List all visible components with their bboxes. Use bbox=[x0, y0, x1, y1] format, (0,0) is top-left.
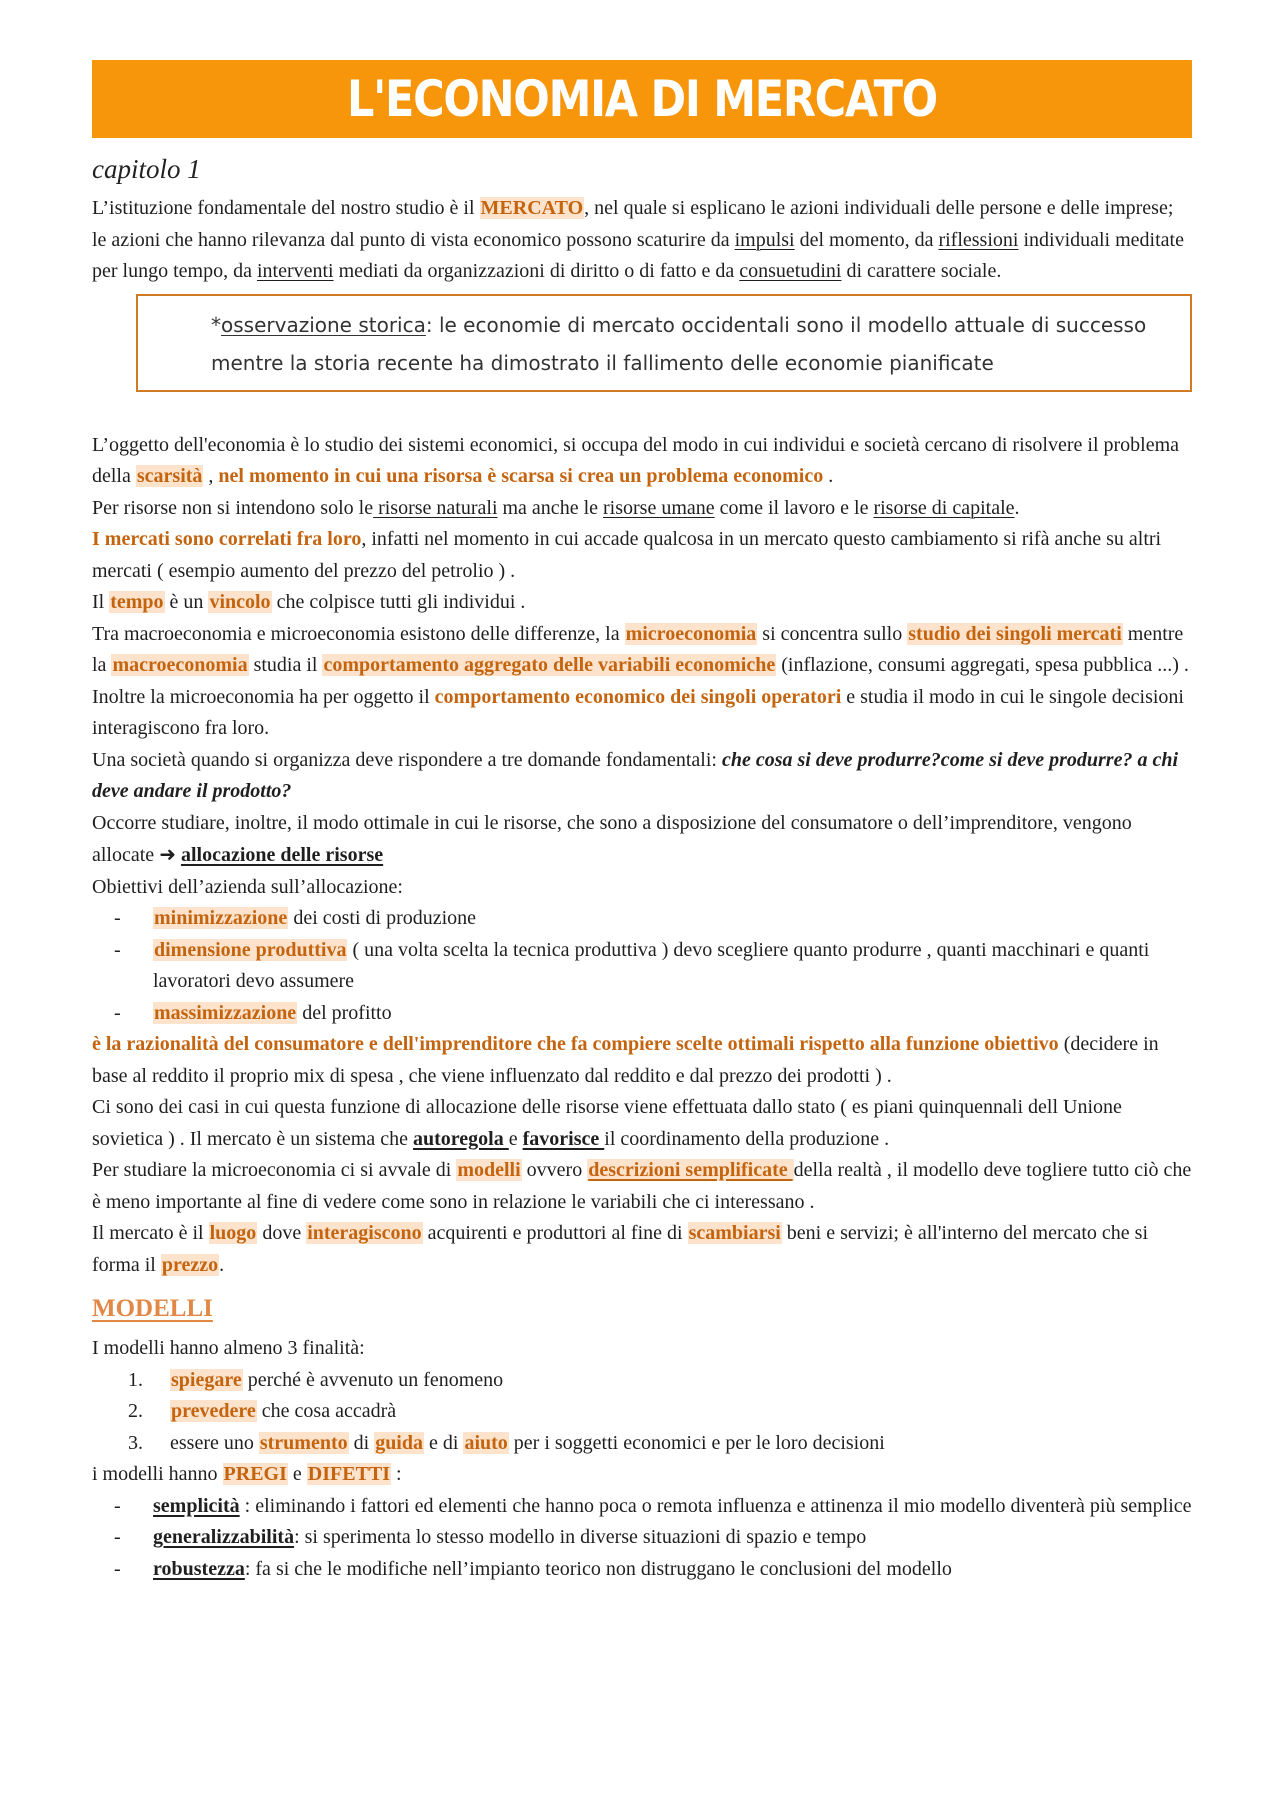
paragraph-pregi-difetti: i modelli hanno PREGI e DIFETTI : bbox=[92, 1463, 402, 1485]
list-item: 2. prevedere che cosa accadrà bbox=[128, 1400, 397, 1422]
models-intro: I modelli hanno almeno 3 finalità: bbox=[92, 1337, 365, 1359]
qualities-list bbox=[92, 1491, 1192, 1586]
highlight-scarsita: scarsità bbox=[136, 465, 203, 487]
paragraph-market-place: Il mercato è il luogo dove interagiscono acquirenti e produttori al fine di scambiarsi beni e servizi; è all'interno del mercato che si forma il prezzo. bbox=[92, 1222, 1149, 1276]
paragraph-time: Il tempo è un vincolo che colpisce tutti gli individui . bbox=[92, 591, 526, 613]
list-item: - robustezza: fa si che le modifiche nell’impianto teorico non distruggano le conclusioni del modello bbox=[92, 1554, 1192, 1586]
list-item: - minimizzazione dei costi di produzione bbox=[92, 903, 1192, 935]
purposes-list bbox=[92, 1365, 1192, 1460]
section-title-modelli: MODELLI bbox=[92, 1295, 213, 1322]
document-page bbox=[92, 60, 1192, 1585]
historical-note-label: osservazione storica bbox=[221, 312, 426, 337]
paragraph-state: Ci sono dei casi in cui questa funzione di allocazione delle risorse viene effettuata dallo stato ( es piani quinquennali dell Unione sovietica ) . Il mercato è un sistema che autoregola e favorisce il coordinamento della produzione . bbox=[92, 1096, 1122, 1150]
highlight-mercato: MERCATO bbox=[480, 197, 584, 219]
underline-impulsi: impulsi bbox=[734, 228, 795, 251]
list-item: 3. essere uno strumento di guida e di aiuto per i soggetti economici e per le loro decisioni bbox=[128, 1431, 885, 1454]
list-item: 1. spiegare perché è avvenuto un fenomeno bbox=[128, 1368, 504, 1391]
orange-text-problema: nel momento in cui una risorsa è scarsa si crea un problema economico bbox=[218, 465, 824, 487]
paragraph-rationality: è la razionalità del consumatore e dell'imprenditore che fa compiere scelte ottimali rispetto alla funzione obiettivo (decidere in base al reddito il proprio mix di spesa , che viene influenzato dal reddito e dal prezzo dei prodotti ) . bbox=[92, 1033, 1159, 1087]
title-banner bbox=[92, 60, 1192, 138]
underline-interventi: interventi bbox=[256, 260, 334, 282]
objectives-list bbox=[92, 903, 1192, 1029]
paragraph-models: Per studiare la microeconomia ci si avvale di modelli ovvero descrizioni semplificate della realtà , il modello deve togliere tutto ciò che è meno importante al fine di vedere come sono in relazione le variabili che ci interessano . bbox=[92, 1159, 1192, 1213]
historical-note-box bbox=[136, 294, 1192, 392]
list-item: - dimensione produttiva ( una volta scelta la tecnica produttiva ) devo scegliere quanto produrre , quanti macchinari e quanti lavoratori devo assumere bbox=[92, 935, 1192, 998]
paragraph-objectives-intro: Obiettivi dell’azienda sull’allocazione: bbox=[92, 875, 403, 898]
paragraph-questions: Una società quando si organizza deve rispondere a tre domande fondamentali: che cosa si deve produrre?come si deve produrre? a chi deve andare il prodotto? bbox=[92, 748, 1178, 802]
paragraph-markets: I mercati sono correlati fra loro, infatti nel momento in cui accade qualcosa in un mercato questo cambiamento si rifà anche su altri mercati ( esempio aumento del prezzo del petrolio ) . bbox=[92, 528, 1162, 582]
paragraph-micro-macro: Tra macroeconomia e microeconomia esistono delle differenze, la microeconomia si concentra sullo studio dei singoli mercati mentre la macroeconomia studia il comportamento aggregato delle variabili economiche (inflazione, consumi aggregati, spesa pubblica ...) . Inoltre la microeconomia ha per oggetto il comportamento economico dei singoli operatori e studia il modo in cui le singole decisioni interagiscono fra loro. bbox=[92, 622, 1189, 739]
paragraph-scarcity: L’oggetto dell'economia è lo studio dei sistemi economici, si occupa del modo in cui individui e società cercano di risolvere il problema della scarsità , nel momento in cui una risorsa è scarsa si crea un problema economico . bbox=[92, 433, 1180, 487]
historical-note-text: *osservazione storica: le economie di mercato occidentali sono il modello attuale di successo mentre la storia recente ha dimostrato il fallimento delle economie pianificate bbox=[211, 312, 1147, 375]
right-arrow-icon: ➜ bbox=[159, 842, 176, 866]
chapter-label: capitolo 1 bbox=[92, 154, 201, 184]
page-title: L'ECONOMIA DI MERCATO bbox=[347, 70, 937, 128]
paragraph-resources: Per risorse non si intendono solo le risorse naturali ma anche le risorse umane come il lavoro e le risorse di capitale. bbox=[92, 496, 1020, 519]
list-item: - massimizzazione del profitto bbox=[92, 998, 1192, 1030]
intro-paragraph: L’istituzione fondamentale del nostro studio è il MERCATO, nel quale si esplicano le azioni individuali delle persone e delle imprese; le azioni che hanno rilevanza dal punto di vista economico possono scaturire da impulsi del momento, da riflessioni individuali meditate per lungo tempo, da interventi mediati da organizzazioni di diritto o di fatto e da consuetudini di carattere sociale. bbox=[92, 197, 1184, 282]
underline-riflessioni: riflessioni bbox=[938, 228, 1019, 251]
paragraph-allocation: Occorre studiare, inoltre, il modo ottimale in cui le risorse, che sono a disposizione del consumatore o dell’imprenditore, vengono allocate ➜ allocazione delle risorse bbox=[92, 811, 1132, 866]
list-item: - semplicità : eliminando i fattori ed elementi che hanno poca o remota influenza e attinenza il mio modello diventerà più semplice bbox=[92, 1491, 1192, 1523]
underline-consuetudini: consuetudini bbox=[739, 260, 842, 282]
list-item: - generalizzabilità: si sperimenta lo stesso modello in diverse situazioni di spazio e tempo bbox=[92, 1522, 1192, 1554]
